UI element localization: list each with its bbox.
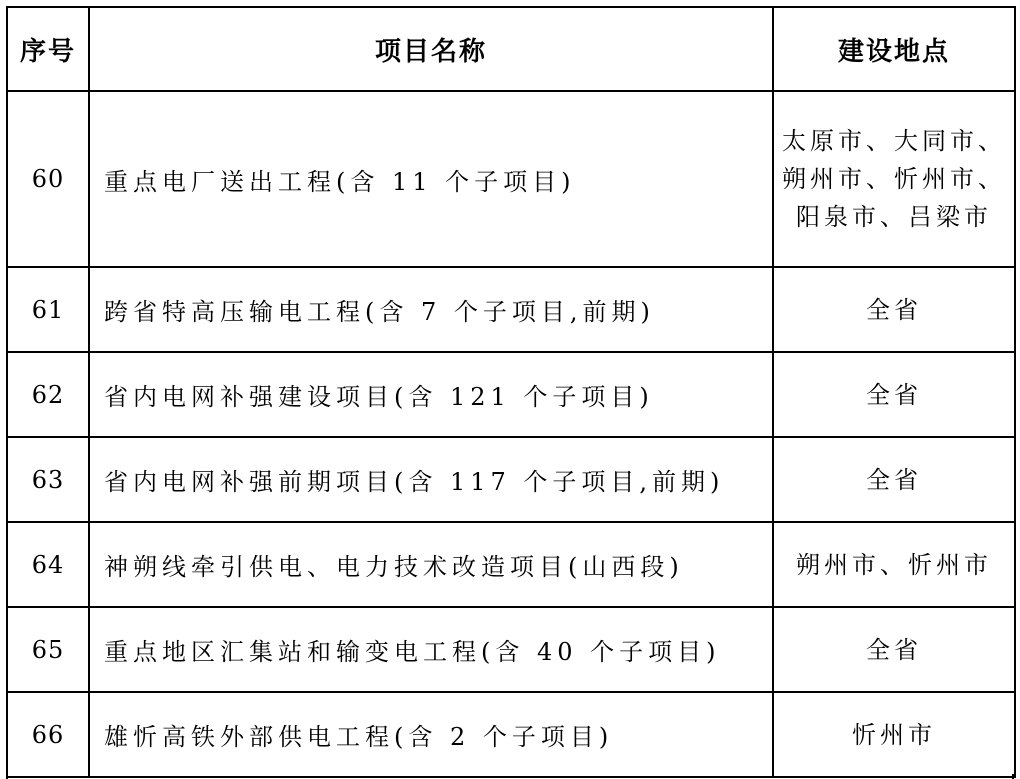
cell-location: 全省 xyxy=(773,607,1015,692)
table-row xyxy=(7,267,1015,352)
table-row xyxy=(7,692,1015,777)
table-row xyxy=(7,352,1015,437)
header-name: 项目名称 xyxy=(89,7,773,91)
location-line: 太原市、大同市、 xyxy=(782,127,1006,155)
cell-name: 重点地区汇集站和输变电工程(含 40 个子项目) xyxy=(89,607,773,692)
cell-name: 跨省特高压输电工程(含 7 个子项目,前期) xyxy=(89,267,773,352)
cell-seq: 62 xyxy=(7,352,89,437)
cell-name: 省内电网补强前期项目(含 117 个子项目,前期) xyxy=(89,437,773,522)
cell-name: 省内电网补强建设项目(含 121 个子项目) xyxy=(89,352,773,437)
location-line: 朔州市、忻州市、 xyxy=(782,165,1006,193)
cell-seq: 60 xyxy=(7,91,89,267)
table-row xyxy=(7,437,1015,522)
header-row xyxy=(7,7,1015,91)
document-page xyxy=(6,6,1020,779)
header-seq: 序号 xyxy=(7,7,89,91)
cell-seq: 64 xyxy=(7,522,89,607)
table-row xyxy=(7,522,1015,607)
cell-name: 神朔线牵引供电、电力技术改造项目(山西段) xyxy=(89,522,773,607)
cell-seq: 63 xyxy=(7,437,89,522)
cell-location: 全省 xyxy=(773,267,1015,352)
cell-name: 雄忻高铁外部供电工程(含 2 个子项目) xyxy=(89,692,773,777)
table-row xyxy=(7,607,1015,692)
cell-location: 朔州市、忻州市 xyxy=(773,522,1015,607)
cell-seq: 65 xyxy=(7,607,89,692)
cell-location: 全省 xyxy=(773,437,1015,522)
cell-location xyxy=(773,91,1015,267)
location-line: 阳泉市、吕梁市 xyxy=(796,203,992,231)
cell-seq: 66 xyxy=(7,692,89,777)
table-row xyxy=(7,91,1015,267)
cell-name: 重点电厂送出工程(含 11 个子项目) xyxy=(89,91,773,267)
header-location: 建设地点 xyxy=(773,7,1015,91)
table-continuation-edge xyxy=(6,774,1014,779)
cell-location: 忻州市 xyxy=(773,692,1015,777)
cell-seq: 61 xyxy=(7,267,89,352)
cell-location: 全省 xyxy=(773,352,1015,437)
project-table xyxy=(6,6,1016,778)
